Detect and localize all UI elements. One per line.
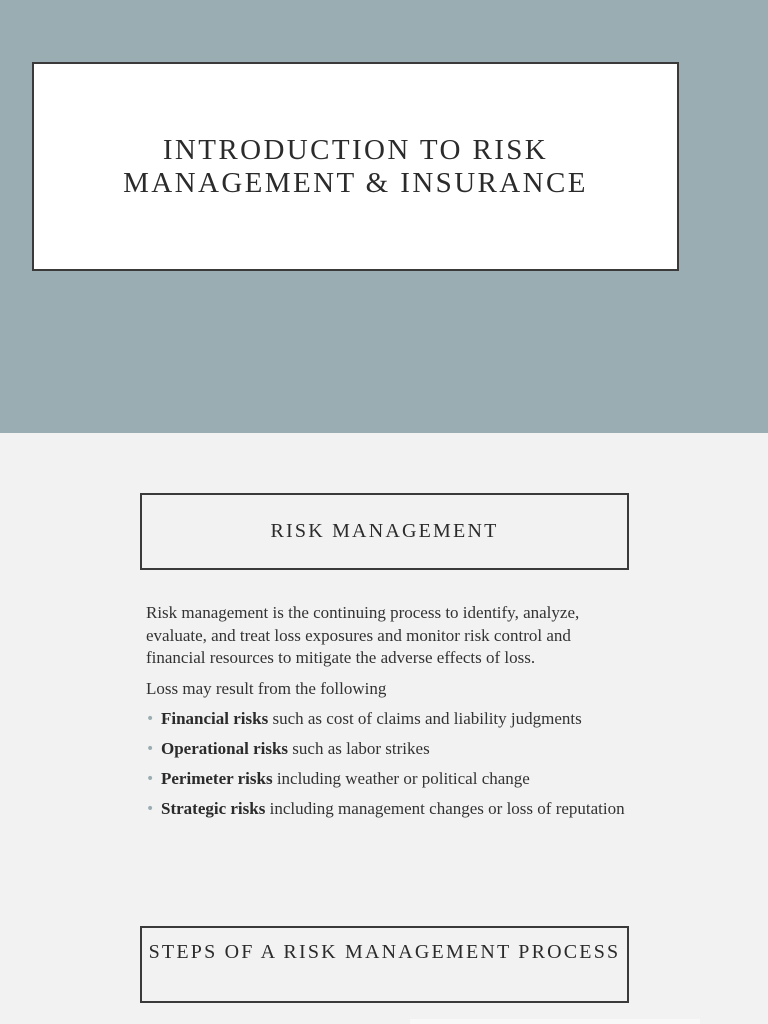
section-heading-box <box>140 926 629 1003</box>
list-item-term: Financial risks <box>161 709 269 728</box>
list-item-text: such as cost of claims and liability judgments <box>268 709 582 728</box>
title-box <box>32 62 679 271</box>
bullet-icon: • <box>146 801 155 817</box>
bullet-icon: • <box>146 771 155 787</box>
list-item-term: Operational risks <box>161 739 289 758</box>
list-item-text: such as labor strikes <box>288 739 430 758</box>
section-heading: STEPS OF A RISK MANAGEMENT PROCESS <box>148 941 621 963</box>
bullet-icon: • <box>146 711 155 727</box>
list-item <box>146 708 626 731</box>
section-heading: RISK MANAGEMENT <box>270 520 499 542</box>
section-heading-box <box>140 493 629 570</box>
list-item-text: including weather or political change <box>272 769 530 788</box>
content-edge <box>410 1019 700 1024</box>
bullet-icon: • <box>146 741 155 757</box>
slide-body <box>146 602 626 828</box>
list-item-text: including management changes or loss of reputation <box>265 799 625 818</box>
list-item <box>146 768 626 791</box>
lead-paragraph: Loss may result from the following <box>146 678 387 698</box>
list-item <box>146 798 626 821</box>
title-slide <box>0 0 768 433</box>
list-item-term: Perimeter risks <box>161 769 273 788</box>
list-item-term: Strategic risks <box>161 799 266 818</box>
risk-list <box>146 708 626 821</box>
intro-paragraph: Risk management is the continuing process to identify, analyze, evaluate, and treat loss exposures and monitor risk control and financial resources to mitigate the adverse effects of loss. <box>146 603 580 667</box>
list-item <box>146 738 626 761</box>
slide-title: INTRODUCTION TO RISK MANAGEMENT & INSURANCE <box>123 134 588 199</box>
